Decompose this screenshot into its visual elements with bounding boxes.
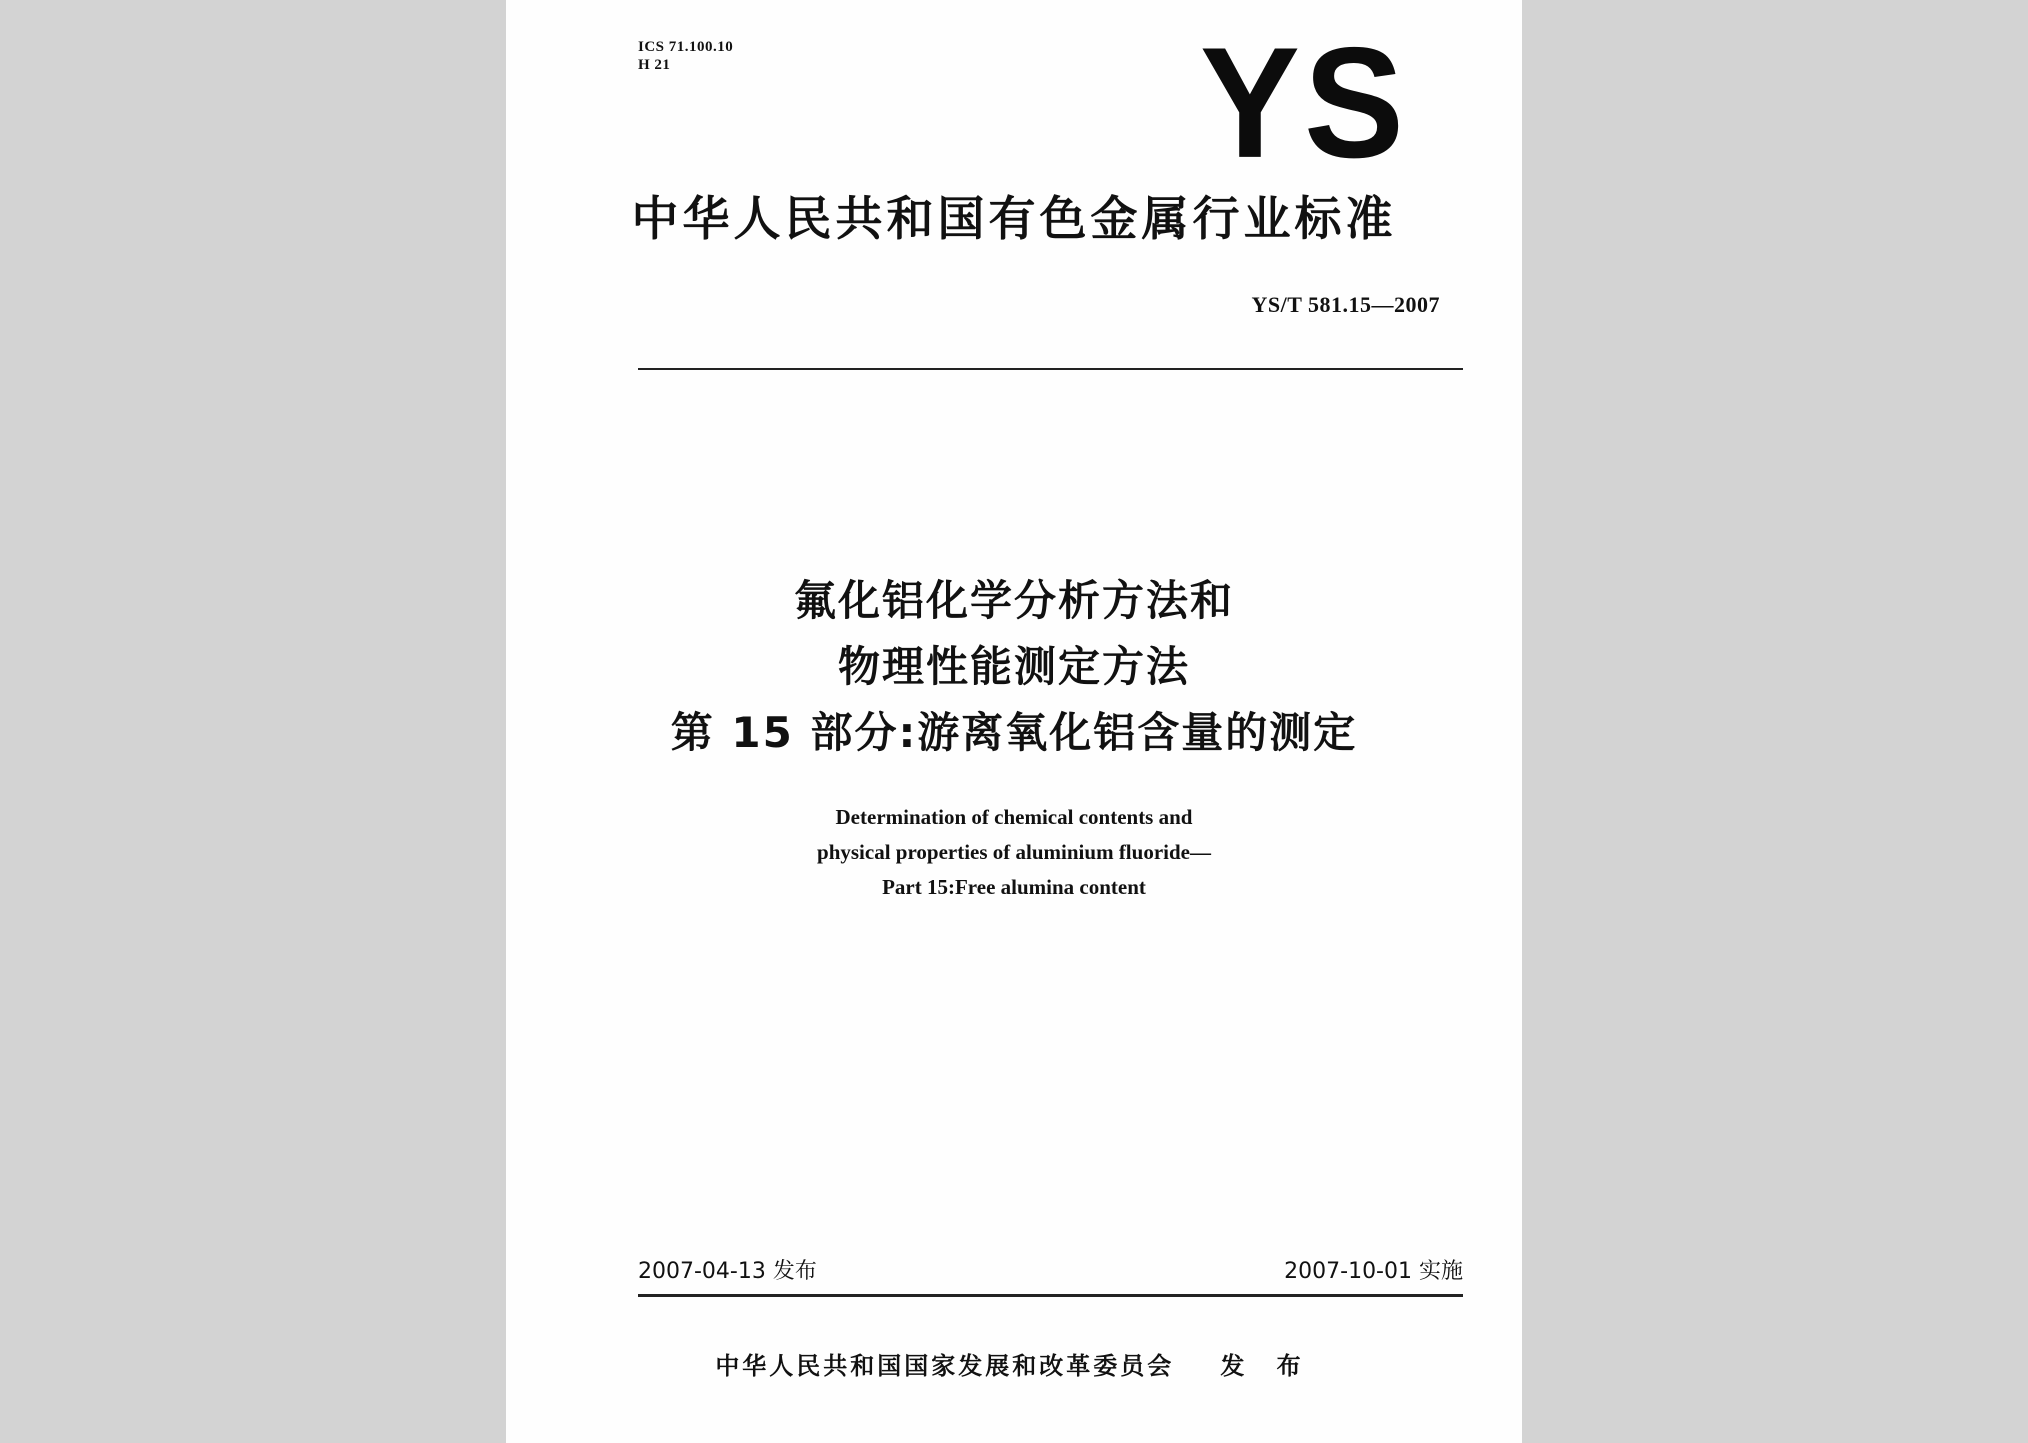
chinese-title-line-2: 物理性能测定方法 <box>837 642 1190 691</box>
classification-codes <box>638 38 733 74</box>
implementation-date: 2007-10-01 实施 <box>1284 1259 1463 1284</box>
bottom-divider <box>638 1294 1463 1297</box>
industry-standard-title: 中华人民共和国有色金属行业标准 <box>631 192 1397 247</box>
publisher <box>506 1346 1522 1381</box>
standard-number: YS/T 581.15—2007 <box>1251 292 1440 317</box>
chinese-title-line-1: 氟化铝化学分析方法和 <box>793 576 1234 625</box>
english-title-line-2: physical properties of aluminium fluoride— <box>817 840 1211 864</box>
ccs-code: H 21 <box>638 57 671 73</box>
english-title-line-1: Determination of chemical contents and <box>835 805 1193 829</box>
document-cover-page <box>506 0 1522 1443</box>
publisher-verb: 发 布 <box>1220 1352 1313 1380</box>
chinese-title <box>506 568 1522 766</box>
ys-logo: YS <box>1199 14 1408 191</box>
publisher-name: 中华人民共和国国家发展和改革委员会 <box>715 1352 1175 1380</box>
top-divider <box>638 368 1463 370</box>
english-title <box>506 800 1522 905</box>
ics-code: ICS 71.100.10 <box>638 39 734 55</box>
chinese-title-line-3: 第 15 部分:游离氧化铝含量的测定 <box>670 708 1358 757</box>
issue-date: 2007-04-13 发布 <box>638 1259 817 1284</box>
english-title-line-3: Part 15:Free alumina content <box>882 875 1146 899</box>
